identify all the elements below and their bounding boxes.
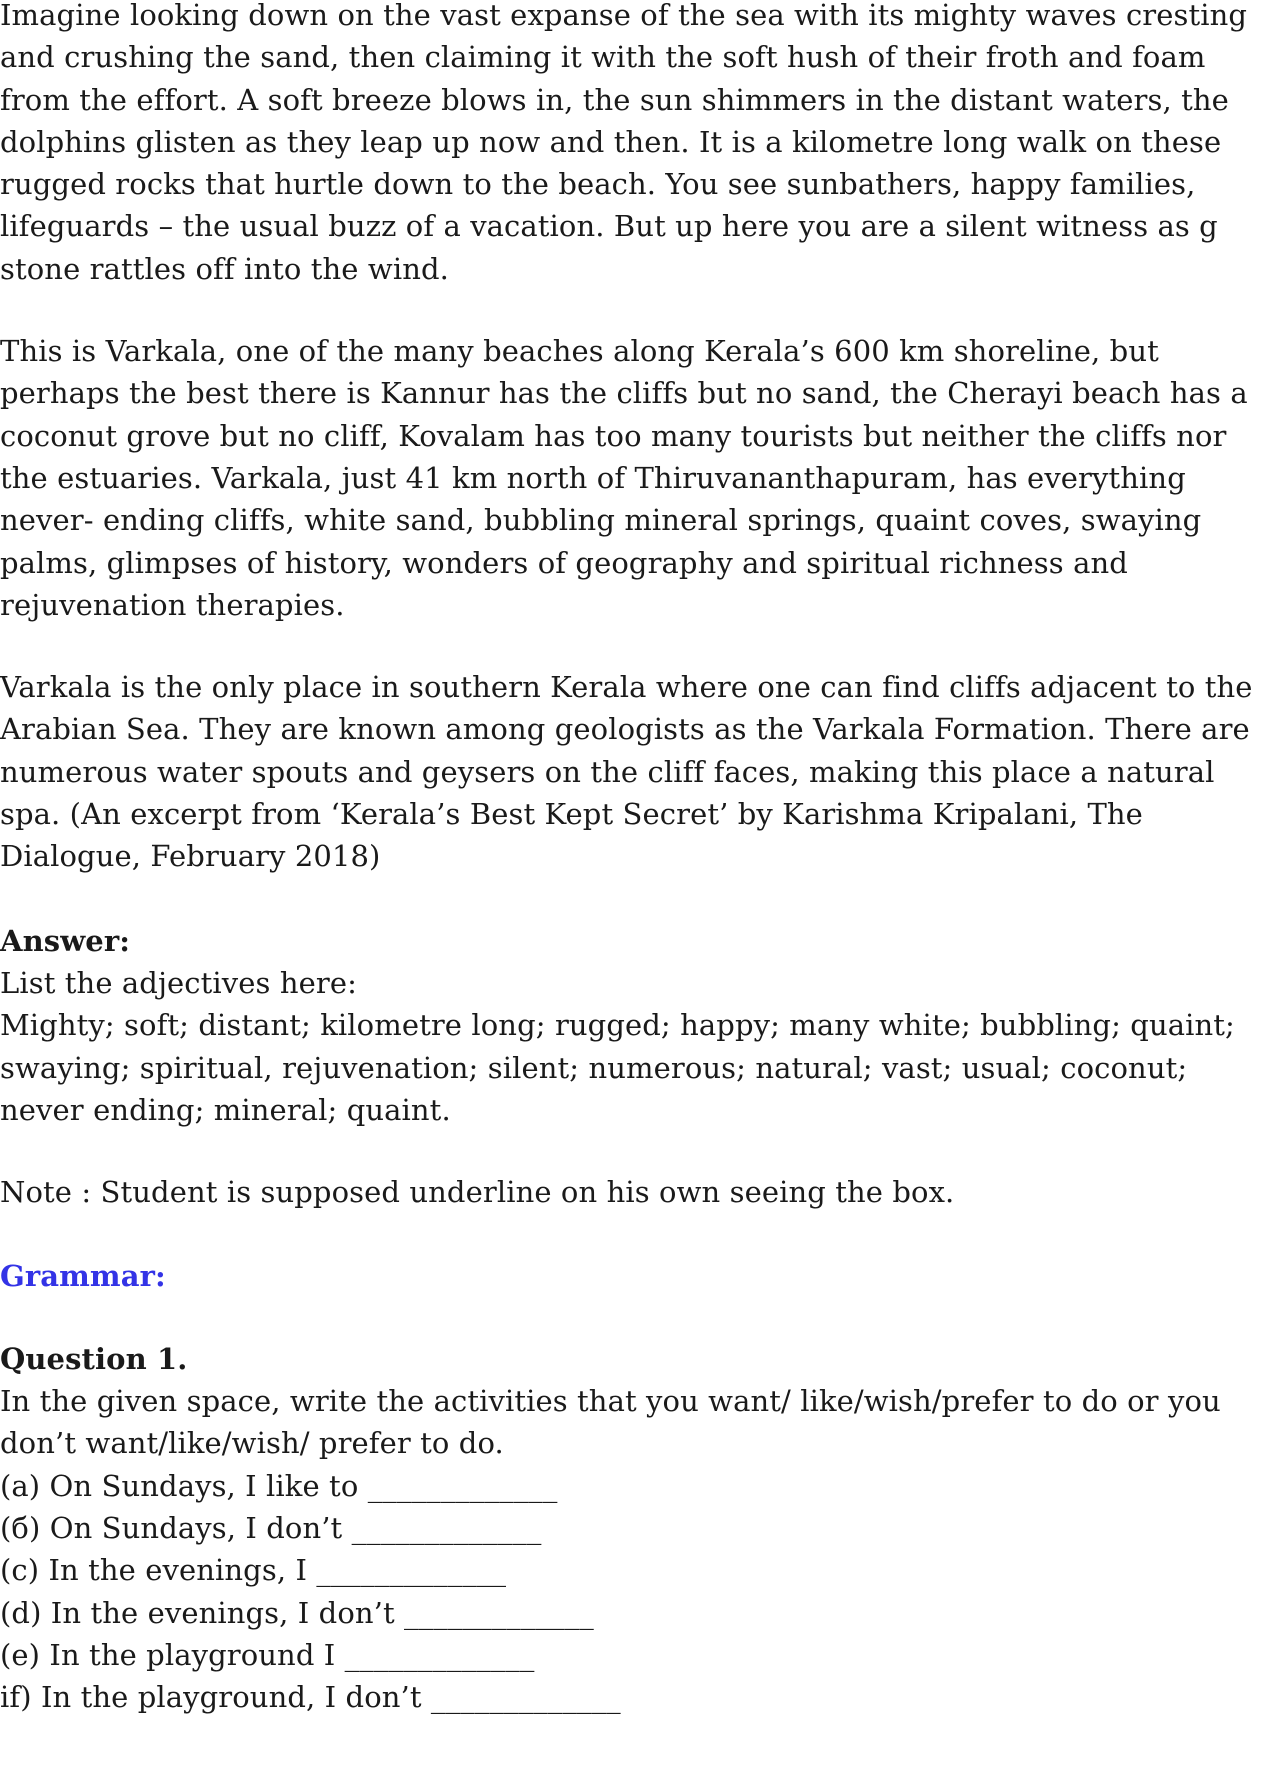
text-line: stone rattles off into the wind. xyxy=(0,251,449,286)
text-line: Arabian Sea. They are known among geologists as the Varkala Formation. There are xyxy=(0,712,1250,747)
text-line: Varkala is the only place in southern Kerala where one can find cliffs adjacent to the xyxy=(0,670,1253,705)
answer-section xyxy=(0,920,1285,1131)
question-instruction-line: don’t want/like/wish/ prefer to do. xyxy=(0,1426,504,1461)
text-line: spa. (An excerpt from ‘Kerala’s Best Kept Secret’ by Karishma Kripalani, The xyxy=(0,797,1143,832)
text-line: lifeguards – the usual buzz of a vacation. But up here you are a silent witness as g xyxy=(0,209,1218,244)
answer-line: never ending; mineral; quaint. xyxy=(0,1092,451,1127)
question-item-a: (a) On Sundays, I like to _____________ xyxy=(0,1468,558,1503)
text-line: coconut grove but no cliff, Kovalam has too many tourists but neither the cliffs nor xyxy=(0,418,1227,453)
question-instruction-line: In the given space, write the activities that you want/ like/wish/prefer to do or you xyxy=(0,1384,1221,1419)
note-section xyxy=(0,1171,1285,1213)
text-line: dolphins glisten as they leap up now and then. It is a kilometre long walk on these xyxy=(0,124,1222,159)
text-line: Imagine looking down on the vast expanse of the sea with its mighty waves cresting xyxy=(0,0,1248,32)
question-heading: Question 1. xyxy=(0,1341,188,1376)
text-line: from the effort. A soft breeze blows in, the sun shimmers in the distant waters, the xyxy=(0,82,1229,117)
text-line: numerous water spouts and geysers on the cliff faces, making this place a natural xyxy=(0,754,1215,789)
text-line: rejuvenation therapies. xyxy=(0,587,345,622)
text-line: This is Varkala, one of the many beaches along Kerala’s 600 km shoreline, but xyxy=(0,334,1159,369)
note-text: Note : Student is supposed underline on his own seeing the box. xyxy=(0,1175,955,1210)
paragraph-spacer xyxy=(0,290,1285,330)
question-item-b: (б) On Sundays, I don’t _____________ xyxy=(0,1510,542,1545)
answer-prompt: List the adjectives here: xyxy=(0,965,357,1000)
question-section xyxy=(0,1338,1285,1719)
passage-paragraph-3 xyxy=(0,666,1285,877)
answer-heading: Answer: xyxy=(0,923,131,958)
text-line: rugged rocks that hurtle down to the beach. You see sunbathers, happy families, xyxy=(0,167,1196,202)
paragraph-spacer xyxy=(0,1298,1285,1338)
passage-paragraph-2 xyxy=(0,330,1285,626)
text-line: never- ending cliffs, white sand, bubbling mineral springs, quaint coves, swaying xyxy=(0,503,1202,538)
text-line: and crushing the sand, then claiming it with the soft hush of their froth and foam xyxy=(0,40,1206,75)
paragraph-spacer xyxy=(0,1213,1285,1255)
grammar-heading: Grammar: xyxy=(0,1259,166,1294)
paragraph-spacer xyxy=(0,1131,1285,1171)
question-item-d: (d) In the evenings, I don’t _____________ xyxy=(0,1595,594,1630)
question-item-c: (c) In the evenings, I _____________ xyxy=(0,1553,507,1588)
text-line: perhaps the best there is Kannur has the cliffs but no sand, the Cherayi beach has a xyxy=(0,376,1248,411)
paragraph-spacer xyxy=(0,878,1285,920)
passage-paragraph-1 xyxy=(0,0,1285,290)
paragraph-spacer xyxy=(0,626,1285,666)
text-line: palms, glimpses of history, wonders of geography and spiritual richness and xyxy=(0,545,1128,580)
text-line: the estuaries. Varkala, just 41 km north of Thiruvananthapuram, has everything xyxy=(0,460,1186,495)
answer-line: swaying; spiritual, rejuvenation; silent; numerous; natural; vast; usual; coconut; xyxy=(0,1050,1188,1085)
question-item-e: (e) In the playground I _____________ xyxy=(0,1637,535,1672)
answer-line: Mighty; soft; distant; kilometre long; rugged; happy; many white; bubbling; quaint; xyxy=(0,1008,1235,1043)
grammar-section-heading-wrap xyxy=(0,1255,1285,1297)
text-line: Dialogue, February 2018) xyxy=(0,839,381,874)
question-item-f: if) In the playground, I don’t _____________ xyxy=(0,1680,621,1715)
